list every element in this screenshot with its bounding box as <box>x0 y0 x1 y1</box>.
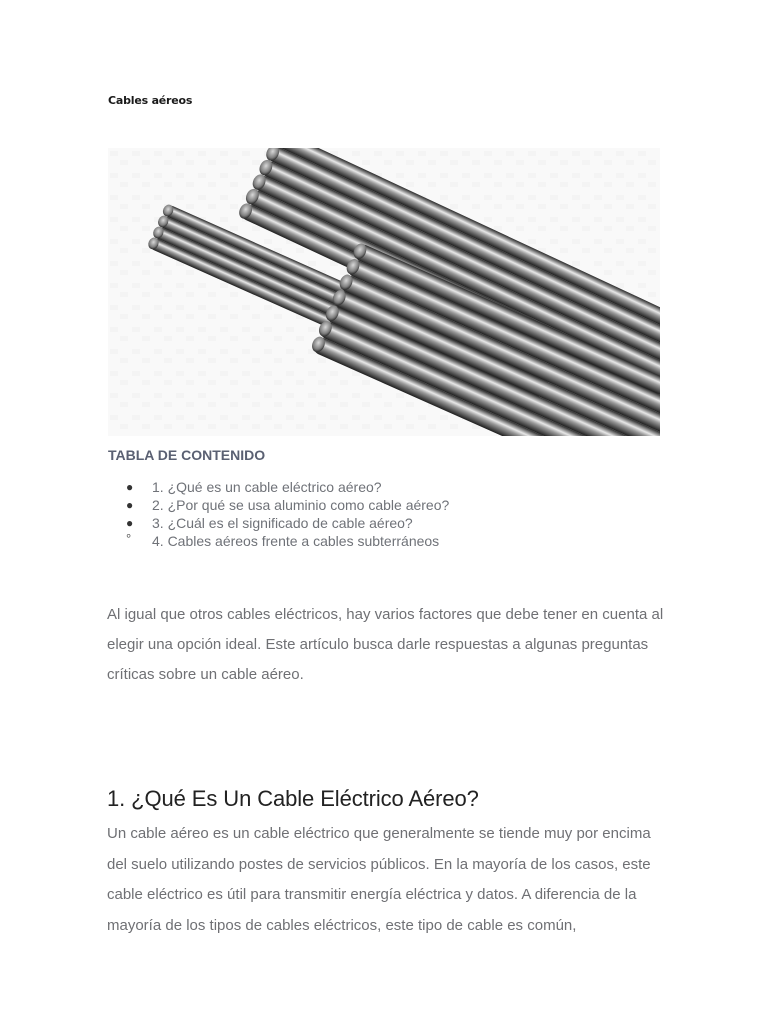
bullet-icon: ● <box>126 498 134 512</box>
section-heading: 1. ¿Qué Es Un Cable Eléctrico Aéreo? <box>107 786 479 811</box>
cable-photo <box>108 148 660 436</box>
toc-item-label[interactable]: 2. ¿Por qué se usa aluminio como cable aéreo? <box>152 497 450 513</box>
toc-item[interactable] <box>126 496 449 514</box>
document-title: Cables aéreos <box>108 94 193 107</box>
bullet-icon: ● <box>126 480 134 494</box>
toc-item-label[interactable]: 1. ¿Qué es un cable eléctrico aéreo? <box>152 479 382 495</box>
intro-paragraph: Al igual que otros cables eléctricos, hay varios factores que debe tener en cuenta al elegir una opción ideal. Este artículo busca darle respuestas a algunas preguntas críticas sobre un cable aéreo. <box>107 606 664 683</box>
toc-item[interactable] <box>126 514 449 532</box>
section-paragraph: Un cable aéreo es un cable eléctrico que generalmente se tiende muy por encima del suelo utilizando postes de servicios públicos. En la mayoría de los casos, este cable eléctrico es útil para transmitir energía eléctrica y datos. A diferencia de la mayoría de los tipos de cables eléctricos, este tipo de cable es común, <box>107 825 651 934</box>
bullet-icon: ● <box>126 516 134 530</box>
toc-item[interactable] <box>126 532 449 550</box>
toc-item-label[interactable]: 3. ¿Cuál es el significado de cable aéreo? <box>152 515 413 531</box>
toc-list <box>126 478 449 550</box>
toc-item[interactable] <box>126 478 449 496</box>
ring-bullet-icon: ° <box>126 530 132 546</box>
toc-heading: TABLA DE CONTENIDO <box>108 447 266 463</box>
toc-item-label[interactable]: 4. Cables aéreos frente a cables subterráneos <box>152 533 440 549</box>
